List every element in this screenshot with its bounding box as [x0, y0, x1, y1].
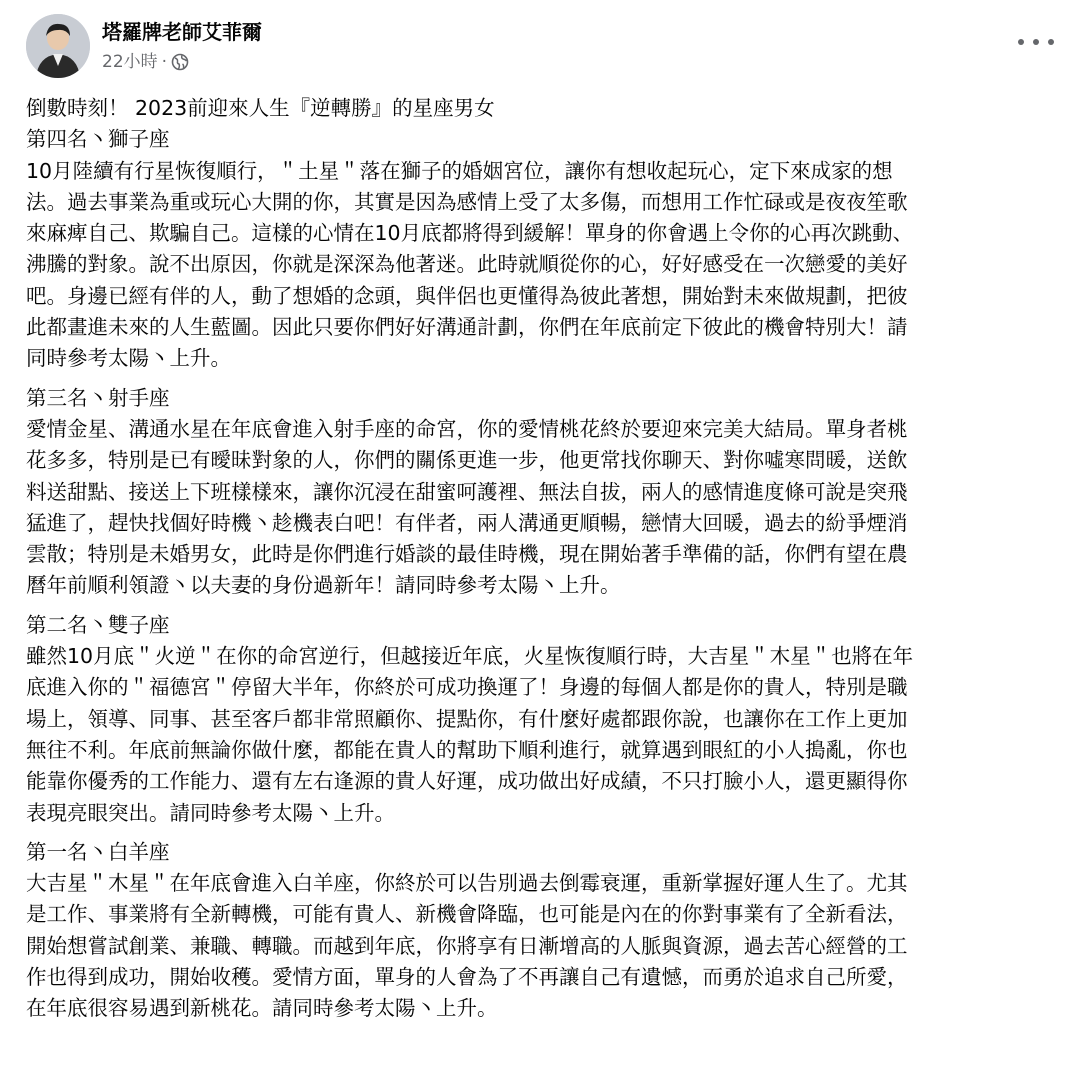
- text-line: 大吉星＂木星＂在年底會進入白羊座，你終於可以告別過去倒霉衰運，重新掌握好運人生了。尤其: [26, 871, 908, 896]
- text-line: 此都畫進未來的人生藍圖。因此只要你們好好溝通計劃，你們在年底前定下彼此的機會特別大！請: [26, 315, 908, 340]
- section-aries: [26, 837, 1066, 1025]
- text-line: 無往不利。年底前無論你做什麼，都能在貴人的幫助下順利進行，就算遇到眼紅的小人搗亂，你也: [26, 737, 908, 762]
- more-options-button[interactable]: [1018, 30, 1054, 54]
- meta-separator: ·: [161, 52, 168, 72]
- text-line: 場上，領導、同事、甚至客戶都非常照顧你、提點你，有什麼好處都跟你說，也讓你在工作上更加: [26, 706, 908, 731]
- text-line: 雖然10月底＂火逆＂在你的命宮逆行，但越接近年底，火星恢復順行時，大吉星＂木星＂也將在年: [26, 644, 914, 669]
- author-name[interactable]: 塔羅牌老師艾菲爾: [102, 20, 262, 44]
- post-intro: [26, 93, 1066, 124]
- text-line: 雲散；特別是未婚男女，此時是你們進行婚談的最佳時機，現在開始著手準備的話，你們有望在農: [26, 542, 908, 567]
- more-horizontal-icon: [1033, 39, 1039, 45]
- section-heading: 第四名丶獅子座: [26, 127, 170, 152]
- text-line: 在年底很容易遇到新桃花。請同時參考太陽丶上升。: [26, 996, 498, 1021]
- section-heading: 第一名丶白羊座: [26, 839, 170, 864]
- post-timestamp[interactable]: 22小時: [102, 52, 158, 72]
- text-line: 同時參考太陽丶上升。: [26, 346, 231, 371]
- avatar-photo-icon: [26, 14, 90, 78]
- text-line: 沸騰的對象。說不出原因，你就是深深為他著迷。此時就順從你的心，好好感受在一次戀愛的美好: [26, 252, 908, 277]
- post-header: [26, 12, 262, 80]
- text-line: 10月陸續有行星恢復順行，＂土星＂落在獅子的婚姻宮位，讓你有想收起玩心，定下來成家的想: [26, 158, 893, 183]
- section-leo: [26, 124, 1066, 374]
- post-subline: [102, 51, 262, 73]
- text-line: 來麻痺自己、欺騙自己。這樣的心情在10月底都將得到緩解！單身的你會遇上令你的心再次跳動、: [26, 221, 914, 246]
- section-gemini: [26, 610, 1066, 829]
- text-line: 作也得到成功，開始收穫。愛情方面，單身的人會為了不再讓自己有遺憾，而勇於追求自己所愛，: [26, 965, 908, 990]
- more-horizontal-icon: [1018, 39, 1024, 45]
- text-line: 花多多，特別是已有曖昧對象的人，你們的關係更進一步，他更常找你聊天、對你噓寒問暖，送飲: [26, 448, 908, 473]
- text-line: 開始想嘗試創業、兼職、轉職。而越到年底，你將享有日漸增高的人脈與資源，過去苦心經營的工: [26, 933, 908, 958]
- post-title-line: 倒數時刻！ 2023前迎來人生『逆轉勝』的星座男女: [26, 96, 495, 120]
- post-message: [26, 93, 1066, 1025]
- section-heading: 第三名丶射手座: [26, 385, 170, 410]
- text-line: 吧。身邊已經有伴的人，動了想婚的念頭，與伴侶也更懂得為彼此著想，開始對未來做規劃，把彼: [26, 283, 908, 308]
- section-sagittarius: [26, 383, 1066, 602]
- section-heading: 第二名丶雙子座: [26, 612, 170, 637]
- globe-icon[interactable]: [171, 53, 189, 71]
- text-line: 能靠你優秀的工作能力、還有左右逢源的貴人好運，成功做出好成績，不只打臉小人，還更顯得你: [26, 769, 908, 794]
- text-line: 猛進了，趕快找個好時機丶趁機表白吧！有伴者，兩人溝通更順暢，戀情大回暖，過去的紛爭煙消: [26, 510, 908, 535]
- text-line: 料送甜點、接送上下班樣樣來，讓你沉浸在甜蜜呵護裡、無法自拔，兩人的感情進度條可說是突飛: [26, 479, 908, 504]
- text-line: 底進入你的＂福德宮＂停留大半年，你終於可成功換運了！身邊的每個人都是你的貴人，特別是職: [26, 675, 908, 700]
- text-line: 曆年前順利領證丶以夫妻的身份過新年！請同時參考太陽丶上升。: [26, 573, 621, 598]
- text-line: 法。過去事業為重或玩心大開的你，其實是因為感情上受了太多傷，而想用工作忙碌或是夜夜笙歌: [26, 189, 908, 214]
- more-horizontal-icon: [1048, 39, 1054, 45]
- post-meta: [102, 19, 262, 73]
- text-line: 愛情金星、溝通水星在年底會進入射手座的命宮，你的愛情桃花終於要迎來完美大結局。單身者桃: [26, 416, 908, 441]
- text-line: 是工作、事業將有全新轉機，可能有貴人、新機會降臨，也可能是內在的你對事業有了全新看法，: [26, 902, 908, 927]
- text-line: 表現亮眼突出。請同時參考太陽丶上升。: [26, 800, 395, 825]
- author-avatar[interactable]: [26, 14, 90, 78]
